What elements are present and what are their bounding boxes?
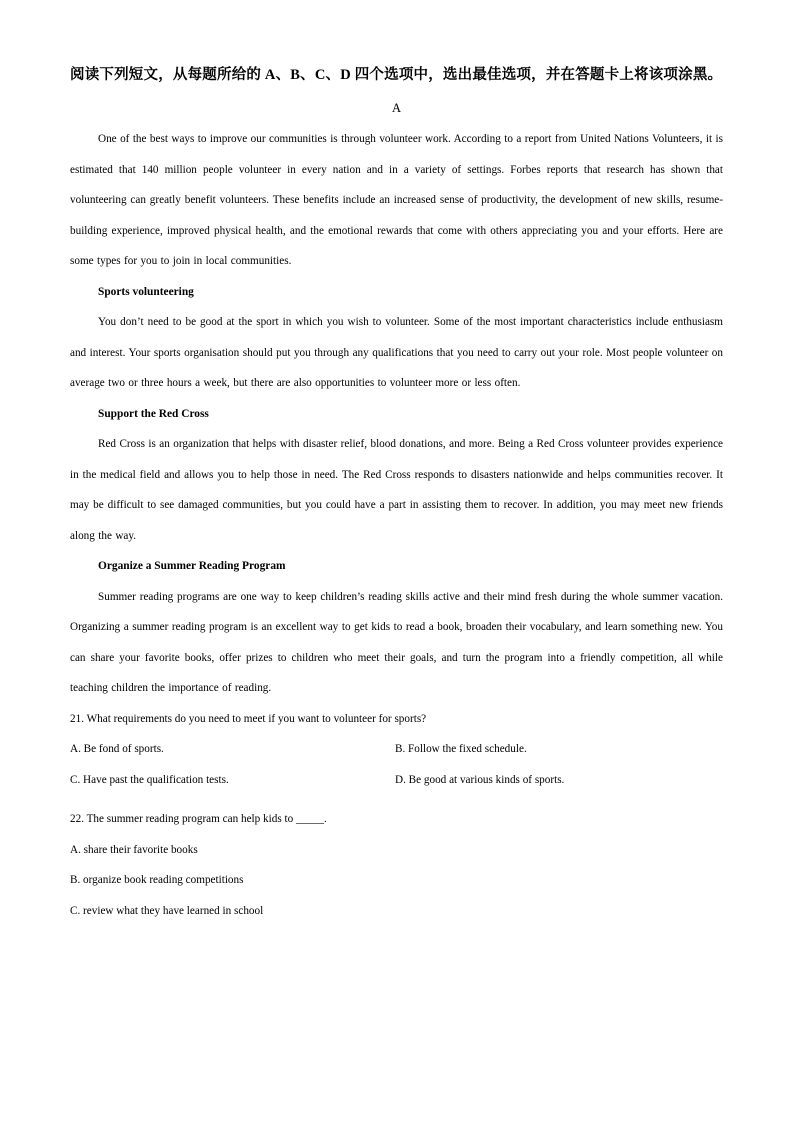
- question-21-option-b[interactable]: B. Follow the fixed schedule.: [395, 743, 527, 755]
- page-content: [70, 60, 723, 926]
- passage-paragraph-1: One of the best ways to improve our communities is through volunteer work. According to a report from United Nations Volunteers, it is estimated that 140 million people volunteer in every nation and in a variety of settings. Forbes reports that research has shown that volunteering can greatly benefit volunteers. These benefits include an increased sense of productivity, the development of new skills, resume-building experience, improved physical health, and the emotional rewards that come with others appreciating you and your efforts. Here are some types for you to join in local communities.: [70, 133, 723, 267]
- question-21-option-c[interactable]: C. Have past the qualification tests.: [70, 773, 229, 786]
- passage-paragraph-2: You don’t need to be good at the sport in which you wish to volunteer. Some of the most important characteristics include enthusiasm and interest. Your sports organisation should put you through any qualifications that you need to carry out your role. Most people volunteer on average two or three hours a week, but there are also opportunities to volunteer more or less often.: [70, 316, 723, 389]
- question-21-option-a[interactable]: A. Be fond of sports.: [70, 743, 164, 755]
- passage-heading-summer-reading-program: Organize a Summer Reading Program: [98, 560, 286, 572]
- question-22-option-a[interactable]: A. share their favorite books: [70, 843, 198, 856]
- question-22-stem: 22. The summer reading program can help kids to _____.: [70, 813, 327, 825]
- question-21-stem: 21. What requirements do you need to meet if you want to volunteer for sports?: [70, 712, 427, 725]
- exam-instruction: 阅读下列短文，从每题所给的 A、B、C、D 四个选项中，选出最佳选项，并在答题卡上将该项涂黑。: [70, 67, 723, 83]
- passage-paragraph-3: Red Cross is an organization that helps with disaster relief, blood donations, and more. Being a Red Cross volunteer provides experience in the medical field and allows you to help those in need. The Red Cross responds to disasters nationwide and helps communities recover. It may be difficult to see damaged communities, but you could have a part in assisting them to recover. In addition, you may meet new friends along the way.: [70, 438, 723, 542]
- question-21-option-d[interactable]: D. Be good at various kinds of sports.: [395, 773, 565, 786]
- question-22-option-b[interactable]: B. organize book reading competitions: [70, 874, 244, 886]
- passage-heading-sports-volunteering: Sports volunteering: [98, 285, 194, 298]
- question-21-options-row-1: [70, 734, 723, 765]
- question-22-option-c[interactable]: C. review what they have learned in school: [70, 904, 264, 917]
- passage-paragraph-4: Summer reading programs are one way to keep children’s reading skills active and their mind fresh during the whole summer vacation. Organizing a summer reading program is an excellent way to get kids to read a book, broaden their vocabulary, and learn something new. You can share your favorite books, offer prizes to children who meet their goals, and turn the program into a friendly competition, all while teaching children the importance of reading.: [70, 590, 723, 694]
- section-letter-a: A: [391, 101, 402, 115]
- question-21-options-row-2: [70, 765, 723, 796]
- passage-heading-support-red-cross: Support the Red Cross: [98, 407, 209, 420]
- question-spacer: [70, 795, 723, 804]
